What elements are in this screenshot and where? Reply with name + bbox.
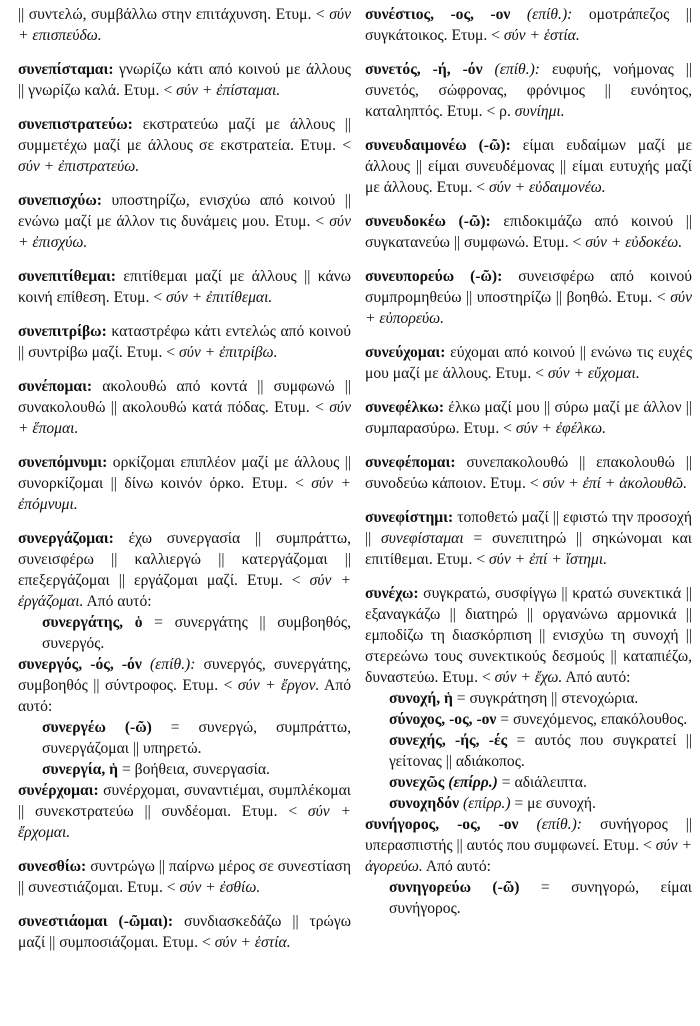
dictionary-entry xyxy=(18,452,351,515)
definition-text: Από αυτό: xyxy=(83,593,152,610)
dictionary-entry xyxy=(365,452,692,494)
dictionary-entry xyxy=(365,397,692,439)
headword: συνευδοκέω (-ῶ): xyxy=(365,213,491,230)
headword: συνεργία, ἡ xyxy=(42,761,119,778)
dictionary-entry xyxy=(365,4,692,46)
sub-entry xyxy=(365,688,692,709)
left-column xyxy=(18,4,351,1026)
italic-text: σύν + ἐπισχύω. xyxy=(18,213,351,251)
headword: συνοχή, ἡ xyxy=(389,690,453,707)
italic-text: σύν + ἐπιστρατεύω. xyxy=(18,158,140,175)
italic-text: (επίρρ.) xyxy=(459,795,511,812)
definition-text: = συνεπιτηρώ || σηκώνομαι και επιτίθεμαι. Ετυμ. < xyxy=(365,530,692,568)
headword: συνεπίσταμαι: xyxy=(18,61,114,78)
dictionary-entry xyxy=(365,342,692,384)
sub-entry xyxy=(18,759,351,780)
definition-text: καταστρέφω κάτι εντελώς από κοινού || συντρίβω μαζί. Ετυμ. < xyxy=(18,323,351,361)
dictionary-entry xyxy=(18,780,351,843)
definition-text: επιδοκιμάζω από κοινού || συγκατανεύω || συμφωνώ. Ετυμ. < xyxy=(365,213,692,251)
sub-entry xyxy=(365,877,692,919)
headword: συνεπιτρίβω: xyxy=(18,323,107,340)
sub-entry xyxy=(365,730,692,772)
definition-text: συνεισφέρω από κοινού συμπρομηθεύω || υποστηρίζω || βοηθώ. Ετυμ. < xyxy=(365,268,692,306)
definition-text: Από αυτό: xyxy=(18,677,351,715)
headword: συνεργάζομαι: xyxy=(18,530,114,547)
italic-text: (επίθ.): xyxy=(510,6,573,23)
dictionary-entry xyxy=(18,59,351,101)
italic-text: συνεφίσταμαι xyxy=(381,530,464,547)
headword: συνέρχομαι: xyxy=(18,782,99,799)
dictionary-entry xyxy=(365,507,692,570)
italic-text: σύν + επισπεύδω. xyxy=(18,6,351,44)
italic-text: σύν + εὐδοκέω. xyxy=(585,234,683,251)
italic-text: σύν + εὐπορεύω. xyxy=(365,289,692,327)
headword: συνεπόμνυμι: xyxy=(18,454,108,471)
dictionary-entry xyxy=(18,911,351,953)
italic-text: σύν + ἐπιτίθεμαι. xyxy=(165,289,273,306)
italic-text: σύν + ἐφέλκω. xyxy=(515,420,606,437)
italic-text: σύν + ἐσθίω. xyxy=(179,879,261,896)
italic-text: σύν + ἐπίσταμαι. xyxy=(176,82,281,99)
italic-text: σύν + ἔρχομαι. xyxy=(18,803,351,841)
dictionary-entry xyxy=(18,266,351,308)
definition-text: συνέρχομαι, συναντιέμαι, συμπλέκομαι || συνεκστρατεύω || συνδέομαι. Ετυμ. < xyxy=(18,782,351,820)
headword: συνέπομαι: xyxy=(18,378,93,395)
headword: συνεστιάομαι (-ῶμαι): xyxy=(18,913,174,930)
headword: συνευδαιμονέω (-ῶ): xyxy=(365,137,511,154)
headword: συνεφίστημι: xyxy=(365,509,454,526)
italic-text: σύν + ἀγορεύω. xyxy=(365,837,692,875)
definition-text: Από αυτό: xyxy=(562,669,631,686)
definition-text: συνεπακολουθώ || επακολουθώ || συνοδεύω κάποιον. Ετυμ. < xyxy=(365,454,692,492)
dictionary-entry xyxy=(365,583,692,688)
dictionary-entry xyxy=(18,856,351,898)
definition-text: = συνηγορώ, είμαι συνήγορος. xyxy=(389,879,692,917)
headword: συνεργάτης, ὁ xyxy=(42,614,143,631)
italic-text: σύν + ἔχω. xyxy=(494,669,563,686)
headword: συνεργός, -ός, -όν xyxy=(18,656,142,673)
definition-text: ορκίζομαι επιπλέον μαζί με άλλους || συνορκίζομαι || δίνω κοινόν όρκο. Ετυμ. < xyxy=(18,454,351,492)
definition-text: ακολουθώ από κοντά || συμφωνώ || συνακολουθώ || ακολουθώ κατά πόδας. Ετυμ. < xyxy=(18,378,351,416)
dictionary-entry xyxy=(18,654,351,717)
sub-entry xyxy=(365,793,692,814)
headword: συνευπορεύω (-ῶ): xyxy=(365,268,503,285)
definition-text: = συνεργάτης || συμβοηθός, συνεργός. xyxy=(42,614,351,652)
italic-text: σύν + ἕπομαι. xyxy=(18,399,351,437)
italic-text: σύν + ἐπιτρίβω. xyxy=(179,344,278,361)
sub-entry xyxy=(18,612,351,654)
italic-text: σύν + ἔργον. xyxy=(237,677,320,694)
definition-text: = συνεχόμενος, επακόλουθος. xyxy=(496,711,688,728)
dictionary-entry xyxy=(18,4,351,46)
italic-text: σύν + εὔχομαι. xyxy=(547,365,640,382)
italic-bold-text: (επίρρ.) xyxy=(444,774,498,791)
definition-text: υποστηρίζω, ενισχύω από κοινού || ενώνω μαζί με άλλον τις δυνάμεις μου. Ετυμ. < xyxy=(18,192,351,230)
headword: συνοχηδόν xyxy=(389,795,460,812)
definition-text: συγκρατώ, συσφίγγω || κρατώ συνεκτικά || εξαναγκάζω || διατηρώ || οργανώνω αρμονικά || εμποδίζω τη διασκόρπιση || ενισχύω τη συνοχή || στερεώνω τους συνεκτικούς δεσμούς || καταπιέζω, δυναστεύω. Ετυμ. < xyxy=(365,585,692,686)
definition-text: συνήγορος || υπερασπιστής || αυτός που συμφωνεί. Ετυμ. < xyxy=(365,816,692,854)
definition-text: = συνεργώ, συμπράττω, συνεργάζομαι || υπηρετώ. xyxy=(42,719,352,757)
dictionary-entry xyxy=(18,376,351,439)
headword: συνεχῶς xyxy=(389,774,445,791)
italic-text: (επίθ.): xyxy=(141,656,196,673)
headword: συνεσθίω: xyxy=(18,858,87,875)
definition-text: συνεργός, συνεργάτης, συμβοηθός || σύντροφος. Ετυμ. < xyxy=(18,656,351,694)
definition-text: επιτίθεμαι μαζί με άλλους || κάνω κοινή επίθεση. Ετυμ. < xyxy=(18,268,351,306)
dictionary-entry xyxy=(365,266,692,329)
italic-text: (επίθ.): xyxy=(482,61,540,78)
definition-text: τοποθετώ μαζί || εφιστώ την προσοχή || xyxy=(365,509,692,547)
sub-entry xyxy=(365,772,692,793)
definition-text: = συγκράτηση || στενοχώρια. xyxy=(452,690,639,707)
headword: συνέστιος, -ος, -ον xyxy=(365,6,511,23)
headword: συνεπισχύω: xyxy=(18,192,102,209)
definition-text: είμαι ευδαίμων μαζί με άλλους || είμαι συνευδέμονας || είμαι ευτυχής μαζί με άλλους. Ετυμ. < xyxy=(365,137,693,196)
definition-text: εύχομαι από κοινού || ενώνω τις ευχές μου μαζί με άλλους. Ετυμ. < xyxy=(365,344,692,382)
definition-text: = αυτός που συγκρατεί || γείτονας || αδιάκοπος. xyxy=(389,732,693,770)
headword: συνεπιστρατεύω: xyxy=(18,116,133,133)
headword: συνεφέλκω: xyxy=(365,399,445,416)
definition-text: = με συνοχή. xyxy=(510,795,596,812)
definition-text: ομοτράπεζος || συγκάτοικος. Ετυμ. < xyxy=(365,6,692,44)
definition-text: συντρώγω || παίρνω μέρος σε συνεστίαση || συνεστιάζομαι. Ετυμ. < xyxy=(18,858,351,896)
dictionary-entry xyxy=(18,321,351,363)
italic-text: συνίημι. xyxy=(514,103,565,120)
italic-text: (επίθ.): xyxy=(518,816,582,833)
italic-text: σύν + ἑστία. xyxy=(214,934,291,951)
headword: συνετός, -ή, -όν xyxy=(365,61,483,78)
definition-text: = αδιάλειπτα. xyxy=(497,774,587,791)
sub-entry xyxy=(365,709,692,730)
headword: συνεύχομαι: xyxy=(365,344,446,361)
italic-text: σύν + ἐπί + ἵστημι. xyxy=(488,551,608,568)
definition-text: γνωρίζω κάτι από κοινού με άλλους || γνωρίζω καλά. Ετυμ. < xyxy=(18,61,351,99)
definition-text: || συντελώ, συμβάλλω στην επιτάχυνση. Ετυμ. < xyxy=(18,6,330,23)
headword: συνεπιτίθεμαι: xyxy=(18,268,116,285)
dictionary-entry xyxy=(365,59,692,122)
dictionary-entry xyxy=(18,114,351,177)
headword: συνηγορεύω (-ῶ) xyxy=(389,879,520,896)
headword: συνέχω: xyxy=(365,585,419,602)
dictionary-entry xyxy=(365,211,692,253)
definition-text: ευφυής, νοήμονας || συνετός, σώφρονας, φρόνιμος || ευνόητος, καταληπτός. Ετυμ. < ρ. xyxy=(365,61,692,120)
definition-text: έχω συνεργασία || συμπράττω, συνεισφέρω || καλλιεργώ || κατεργάζομαι || επεξεργάζομαι || εργάζομαι μαζί. Ετυμ. < xyxy=(18,530,351,589)
definition-text: εκστρατεύω μαζί με άλλους || συμμετέχω μαζί με άλλους σε εκστρατεία. Ετυμ. < xyxy=(18,116,351,154)
headword: συνεχής, -ής, -ές xyxy=(389,732,508,749)
definition-text: έλκω μαζί μου || σύρω μαζί με άλλον || συμπαρασύρω. Ετυμ. < xyxy=(365,399,692,437)
definition-text: Από αυτό: xyxy=(422,858,491,875)
italic-text: σύν + ἐργάζομαι. xyxy=(18,572,351,610)
dictionary-entry xyxy=(18,528,351,612)
headword: συνήγορος, -ος, -ον xyxy=(365,816,519,833)
dictionary-entry xyxy=(365,814,692,877)
headword: σύνοχος, -ος, -ον xyxy=(389,711,497,728)
italic-text: σύν + ἐπόμνυμι. xyxy=(18,475,351,513)
definition-text: = βοήθεια, συνεργασία. xyxy=(118,761,270,778)
headword: συνεργέω (-ῶ) xyxy=(42,719,152,736)
definition-text: συνδιασκεδάζω || τρώγω μαζί || συμποσιάζομαι. Ετυμ. < xyxy=(18,913,351,951)
italic-text: σύν + ἐπί + ἀκολουθῶ. xyxy=(542,475,687,492)
italic-text: σύν + εὐδαιμονέω. xyxy=(488,179,606,196)
dictionary-entry xyxy=(18,190,351,253)
right-column xyxy=(365,4,692,1026)
dictionary-entry xyxy=(365,135,692,198)
sub-entry xyxy=(18,717,351,759)
headword: συνεφέπομαι: xyxy=(365,454,456,471)
italic-text: σύν + ἑστία. xyxy=(503,27,580,44)
